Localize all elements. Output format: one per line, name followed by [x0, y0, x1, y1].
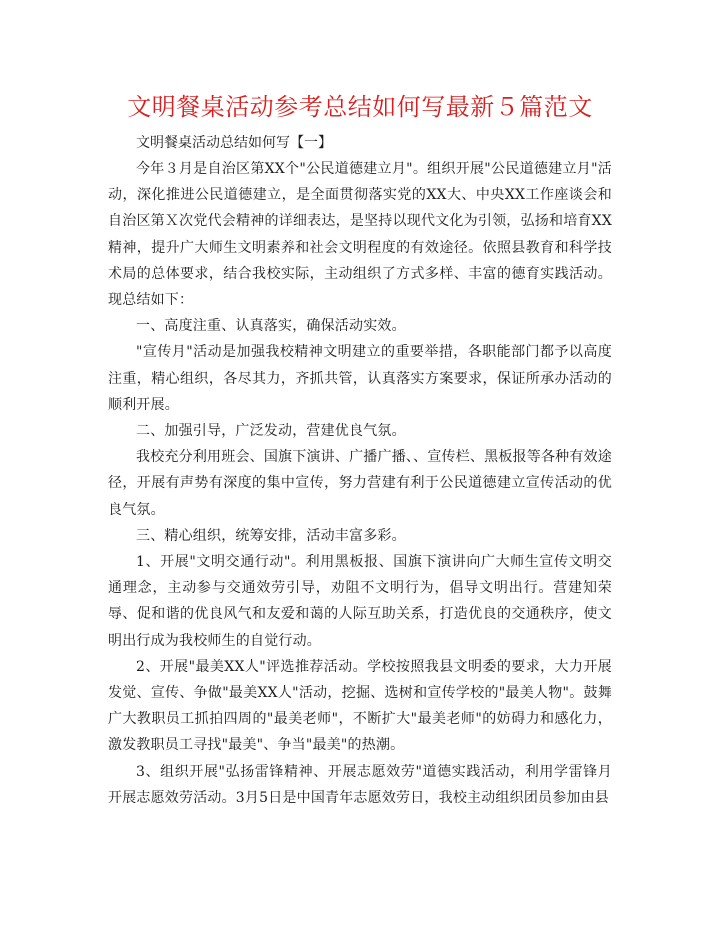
document-page [108, 92, 612, 811]
section-heading-3: 三、精心组织，统筹安排，活动丰富多彩。 [136, 527, 406, 544]
paragraph-section-1: "宣传月"活动是加强我校精神文明建立的重要举措，各职能部门都予以高度注重，精心组织，各尽其力，齐抓共管，认真落实方案要求，保证所承办活动的顺利开展。 [108, 344, 612, 413]
section-heading-2: 二、加强引导，广泛发动，营建优良气氛。 [136, 423, 406, 440]
section-heading-1: 一、高度注重、认真落实，确保活动实效。 [136, 318, 406, 335]
paragraph-section-2: 我校充分利用班会、国旗下演讲、广播广播、、宣传栏、黑板报等各种有效途径，开展有声势有深度的集中宣传，努力营建有利于公民道德建立宣传活动的优良气氛。 [108, 449, 612, 518]
paragraph-item-3: 3、组织开展"弘扬雷锋精神、开展志愿效劳"道德实践活动，利用学雷锋月开展志愿效劳活动。3月5日是中国青年志愿效劳日，我校主动组织团员参加由县 [108, 763, 612, 806]
document-title: 文明餐桌活动参考总结如何写最新５篇范文 [127, 93, 593, 121]
paragraph-item-2: 2、开展"最美XX人"评选推荐活动。学校按照我县文明委的要求，大力开展发觉、宣传、争做"最美XX人"活动，挖掘、选树和宣传学校的"最美人物"。鼓舞广大教职员工抓拍四周的"最美老师"，不断扩大"最美老师"的妨碍力和感化力，激发教职员工寻找"最美"、争当"最美"的热潮。 [108, 658, 612, 754]
paragraph-intro: 今年３月是自治区第XX个"公民道德建立月"。组织开展"公民道德建立月"活动，深化推进公民道德建立，是全面贯彻落实党的XX大、中央XX工作座谈会和自治区第Ｘ次党代会精神的详细表达，是坚持以现代文化为引领，弘扬和培育XX精神，提升广大师生文明素养和社会文明程度的有效途径。依照县教育和科学技术局的总体要求，结合我校实际，主动组织了方式多样、丰富的德育实践活动。现总结如下： [108, 161, 612, 309]
paragraph-item-1: 1、开展"文明交通行动"。利用黑板报、国旗下演讲向广大师生宣传文明交通理念，主动参与交通效劳引导，劝阻不文明行为，倡导文明出行。营建知荣辱、促和谐的优良风气和友爱和蔼的人际互助关系，打造优良的交通秩序，使文明出行成为我校师生的自觉行动。 [108, 554, 612, 649]
document-subtitle: 文明餐桌活动总结如何写【一】 [136, 135, 332, 151]
